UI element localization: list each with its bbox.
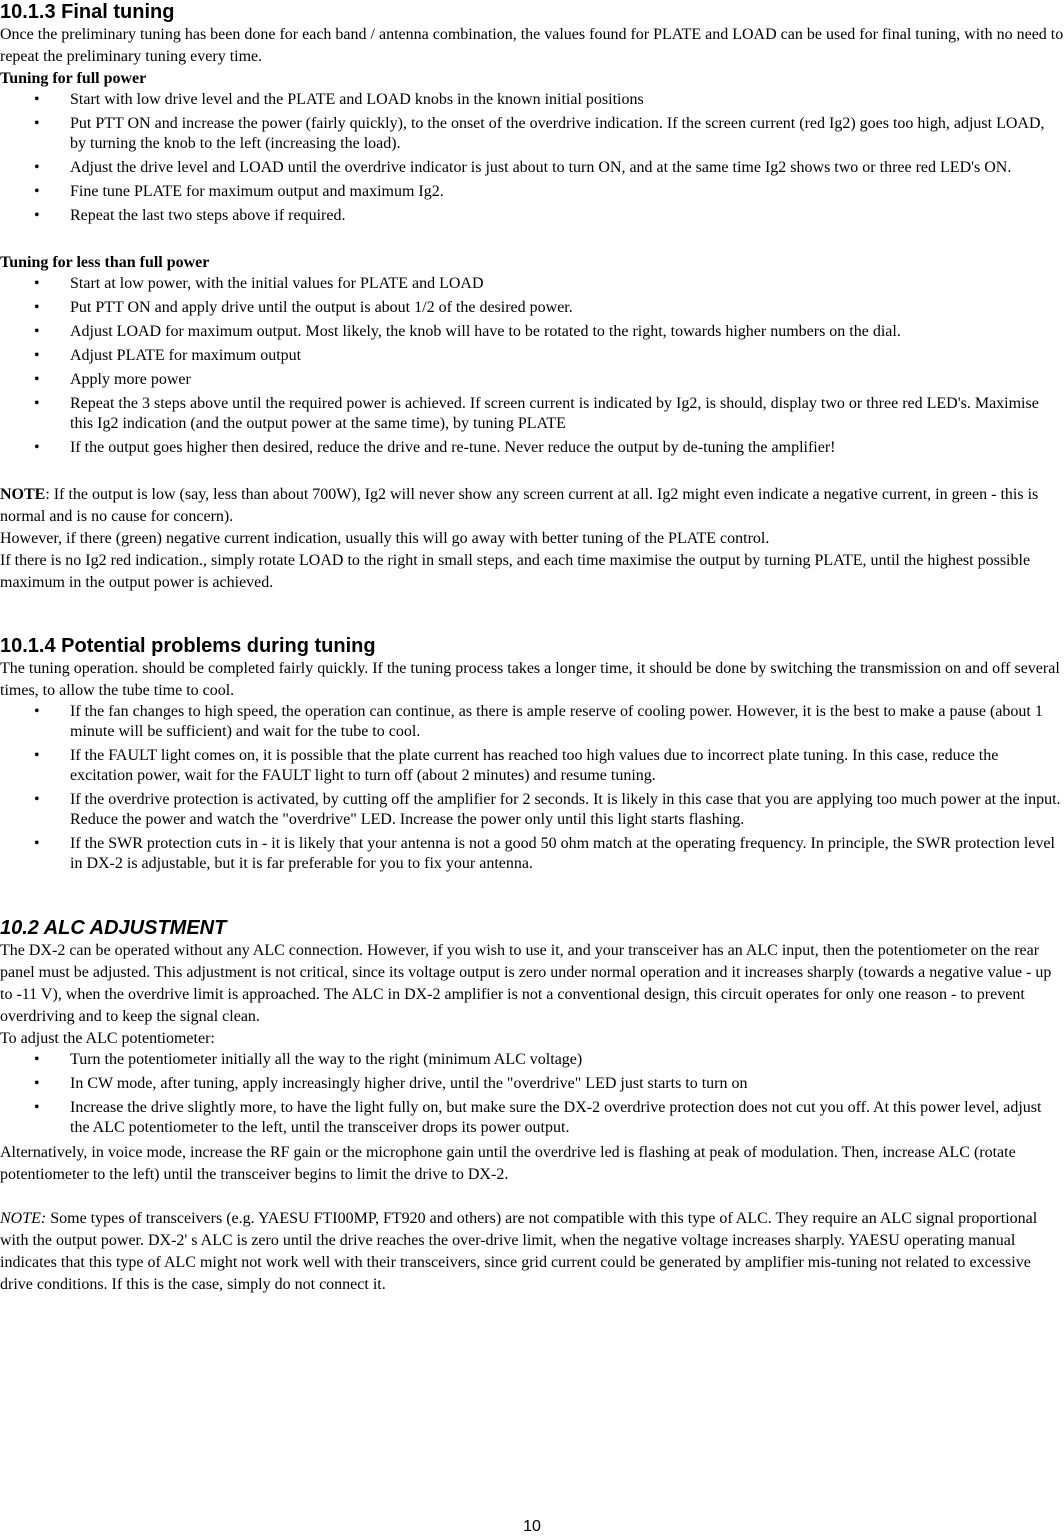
bullet-icon: •: [34, 747, 40, 764]
list-item: • Fine tune PLATE for maximum output and maximum Ig2.: [34, 183, 444, 200]
spacer: [0, 616, 1064, 634]
alc-alternative: Alternatively, in voice mode, increase the RF gain or the microphone gain until the overdrive led is flashing at peak of modulation. Then, increase ALC (rotate potentiometer to the left) until the transceiver begins to limit the drive to DX-2.: [0, 1144, 1016, 1183]
list-item: • Adjust PLATE for maximum output: [34, 347, 302, 364]
list-item: • If the SWR protection cuts in - it is likely that your antenna is not a good 50 ohm match at the operating frequency. In principle, the SWR protection level in DX-2 is adjustable, but it is far preferable for you to fix your antenna.: [34, 835, 1055, 872]
spacer: [0, 594, 1064, 616]
bullet-icon: •: [34, 115, 40, 132]
bullet-icon: •: [34, 1099, 40, 1116]
spacer: [0, 1186, 1064, 1208]
bullet-icon: •: [34, 835, 40, 852]
bullet-icon: •: [34, 275, 40, 292]
alc-steps-list: [0, 1050, 1064, 1142]
bullet-icon: •: [34, 207, 40, 224]
list-item: • Apply more power: [34, 371, 191, 388]
alc-intro: The DX-2 can be operated without any ALC connection. However, if you wish to use it, and your transceiver has an ALC input, then the potentiometer on the rear panel must be adjusted. This adjustment is not critical, since its voltage output is zero under normal operation and it increases sharply (towards a negative value - up to -11 V), when the overdrive limit is approached. The ALC in DX-2 amplifier is not a conventional design, this circuit operates for only one reason - to prevent overdriving and to keep the signal clean.: [0, 942, 1052, 1025]
page-number: 10: [523, 1518, 541, 1535]
list-item: • Repeat the 3 steps above until the required power is achieved. If screen current is indicated by Ig2, is should, display two or three red LED's. Maximise this Ig2 indication (and the output power at the same time), by tuning PLATE: [34, 395, 1039, 432]
list-item: • Put PTT ON and apply drive until the output is about 1/2 of the desired power.: [34, 299, 573, 316]
bullet-icon: •: [34, 371, 40, 388]
note-label: NOTE: [0, 486, 46, 503]
list-item: • If the FAULT light comes on, it is possible that the plate current has reached too high values due to incorrect plate tuning. In this case, reduce the excitation power, wait for the FAULT light to turn off (about 2 minutes) and resume tuning.: [34, 747, 999, 784]
bullet-icon: •: [34, 159, 40, 176]
bullet-icon: •: [34, 299, 40, 316]
list-item: • Put PTT ON and increase the power (fairly quickly), to the onset of the overdrive indication. If the screen current (red Ig2) goes too high, adjust LOAD, by turning the knob to the left (increasing the load).: [34, 115, 1045, 152]
bullet-icon: •: [34, 395, 40, 412]
alc-lead: To adjust the ALC potentiometer:: [0, 1030, 215, 1047]
list-item: • Adjust the drive level and LOAD until the overdrive indicator is just about to turn ON, and at the same time Ig2 shows two or three red LED's ON.: [34, 159, 1012, 176]
bullet-icon: •: [34, 1051, 40, 1068]
list-item: • Increase the drive slightly more, to have the light fully on, but make sure the DX-2 overdrive protection does not cut you off. At this power level, adjust the ALC potentiometer to the left, until the transceiver drops its power output.: [34, 1099, 1042, 1136]
subheading-full-power: Tuning for full power: [0, 70, 147, 87]
subheading-less-power: Tuning for less than full power: [0, 254, 210, 271]
alc-note-label: NOTE:: [0, 1210, 47, 1227]
list-item: • Start with low drive level and the PLATE and LOAD knobs in the known initial positions: [34, 91, 644, 108]
note-paragraph: NOTE: If the output is low (say, less than about 700W), Ig2 will never show any screen current at all. Ig2 might even indicate a negative current, in green - this is normal and is no cause for concern).: [0, 486, 1039, 525]
note-paragraph-3: If there is no Ig2 red indication., simply rotate LOAD to the right in small steps, and each time maximise the output by turning PLATE, until the highest possible maximum in the output power is achieved.: [0, 552, 1031, 591]
bullet-icon: •: [34, 347, 40, 364]
spacer: [0, 462, 1064, 484]
bullet-icon: •: [34, 91, 40, 108]
list-item: • Adjust LOAD for maximum output. Most likely, the knob will have to be rotated to the right, towards higher numbers on the dial.: [34, 323, 901, 340]
potential-problems-intro: The tuning operation. should be completed fairly quickly. If the tuning process takes a longer time, it should be done by switching the transmission on and off several times, to allow the tube time to cool.: [0, 660, 1060, 699]
heading-potential-problems: 10.1.4 Potential problems during tuning: [0, 635, 376, 657]
bullet-icon: •: [34, 439, 40, 456]
heading-final-tuning: 10.1.3 Final tuning: [0, 1, 175, 23]
bullet-icon: •: [34, 1075, 40, 1092]
list-item: • Start at low power, with the initial values for PLATE and LOAD: [34, 275, 484, 292]
problems-list: [0, 702, 1064, 878]
less-power-list: [0, 274, 1064, 462]
heading-alc-adjustment: 10.2 ALC ADJUSTMENT: [0, 917, 227, 939]
full-power-list: [0, 90, 1064, 230]
list-item: • If the output goes higher then desired, reduce the drive and re-tune. Never reduce the output by de-tuning the amplifier!: [34, 439, 836, 456]
alc-note: NOTE: Some types of transceivers (e.g. YAESU FTI00MP, FT920 and others) are not compatible with this type of ALC. They require an ALC signal proportional with the output power. DX-2' s ALC is zero until the drive reaches the over-drive limit, when the negative voltage increases sharply. YAESU operating manual indicates that this type of ALC might not work well with their transceivers, since grid current could be generated by amplifier mis-tuning not related to excessive drive conditions. If this is the case, simply do not connect it.: [0, 1210, 1038, 1293]
note-paragraph-2: However, if there (green) negative current indication, usually this will go away with better tuning of the PLATE control.: [0, 530, 770, 547]
bullet-icon: •: [34, 703, 40, 720]
bullet-icon: •: [34, 183, 40, 200]
list-item: • Turn the potentiometer initially all the way to the right (minimum ALC voltage): [34, 1051, 583, 1068]
list-item: • In CW mode, after tuning, apply increasingly higher drive, until the "overdrive" LED just starts to turn on: [34, 1075, 748, 1092]
list-item: • If the overdrive protection is activated, by cutting off the amplifier for 2 seconds. It is likely in this case that you are applying too much power at the input. Reduce the power and watch the "overdrive" LED. Increase the power only until this light starts flashing.: [34, 791, 1061, 828]
list-item: • Repeat the last two steps above if required.: [34, 207, 346, 224]
bullet-icon: •: [34, 323, 40, 340]
spacer: [0, 900, 1064, 916]
list-item: • If the fan changes to high speed, the operation can continue, as there is ample reserve of cooling power. However, it is the best to make a pause (about 1 minute will be sufficient) and wait for the tube to cool.: [34, 703, 1043, 740]
bullet-icon: •: [34, 791, 40, 808]
spacer: [0, 230, 1064, 252]
final-tuning-intro: Once the preliminary tuning has been done for each band / antenna combination, the values found for PLATE and LOAD can be used for final tuning, with no need to repeat the preliminary tuning every time.: [0, 26, 1064, 65]
spacer: [0, 878, 1064, 900]
